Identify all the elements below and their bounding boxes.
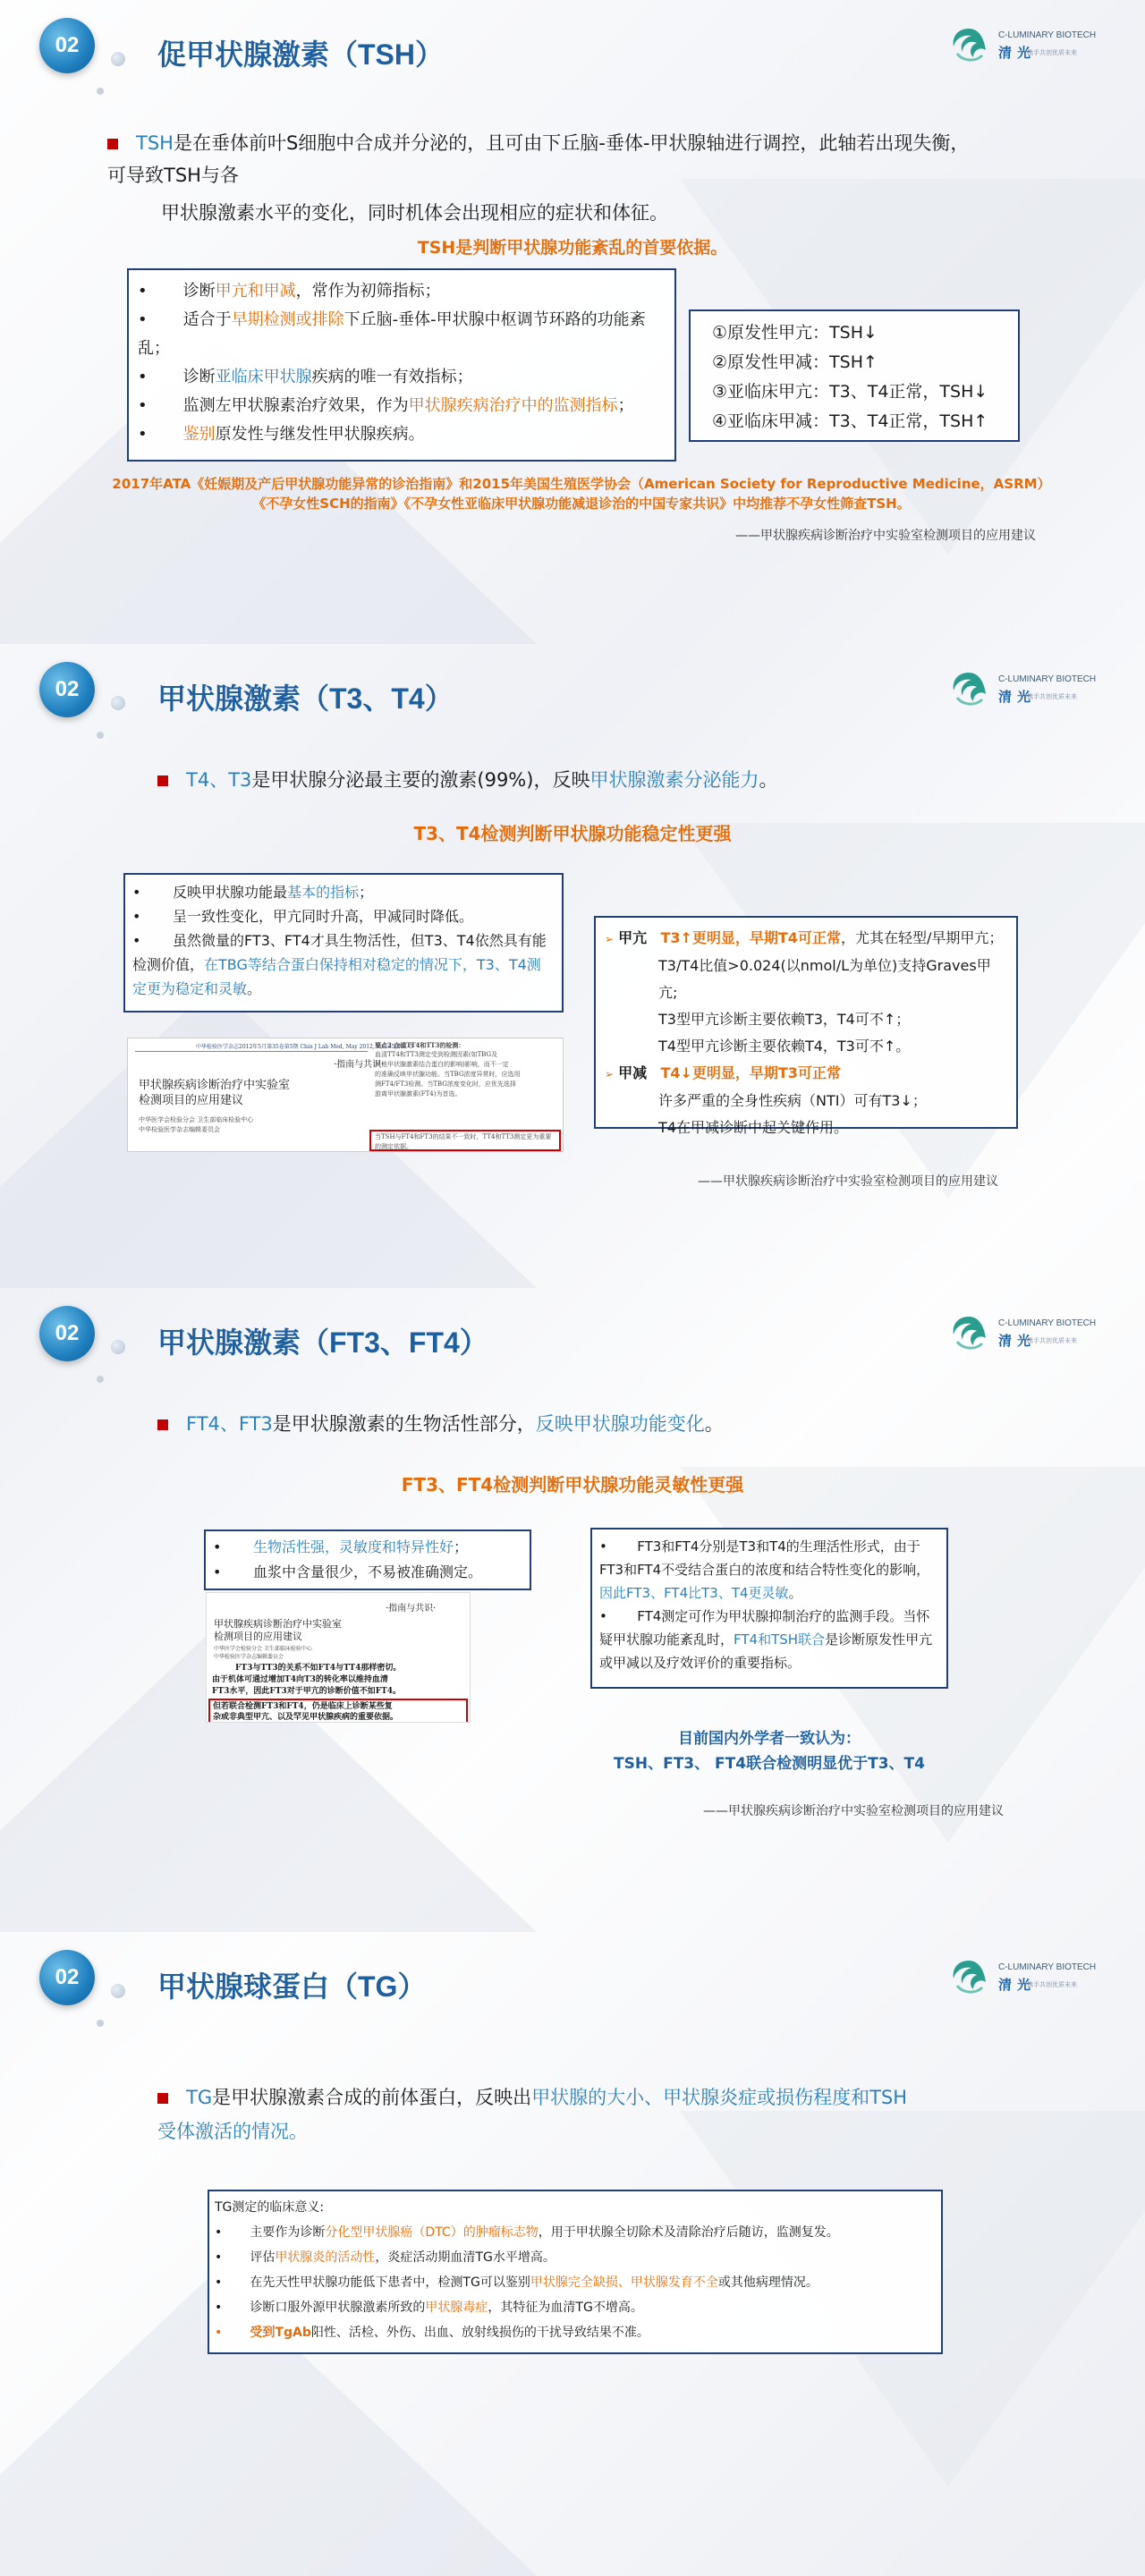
slide-t3-t4	[0, 644, 1145, 1288]
brand-logo: C-LUMINARY BIOTECH 清光 携手共创优质未来	[948, 1953, 1100, 2004]
intro-paragraph: FT4、FT3是甲状腺激素的生物活性部分，反映甲状腺功能变化。	[157, 1410, 724, 1436]
section-number-badge: 02	[39, 1306, 102, 1368]
red-bullet-icon	[157, 2093, 168, 2104]
t3-t4-features-box	[123, 873, 564, 1013]
brand-logo: C-LUMINARY BIOTECH 清光 携手共创优质未来	[948, 1309, 1100, 1360]
list-item: • 生物活性强，灵敏度和特异性好；	[213, 1538, 469, 1555]
slide-tsh	[0, 0, 1145, 644]
list-item: T3/T4比值>0.024(以nmol/L为单位)支持Graves甲亢;	[658, 957, 991, 1001]
highlight-box: 当TSH与FT4和FT3的结果不一致时，TT4和TT3测定更为重要的测定依据。	[369, 1130, 561, 1151]
logo-swirl-icon	[948, 669, 989, 710]
list-item: • FT4测定可作为甲状腺抑制治疗的监测手段。当怀疑甲状腺功能紊乱时，FT4和TSH联合是诊断原发性甲亢或甲减以及疗效评价的重要指标。	[599, 1608, 933, 1671]
intro-paragraph: TSH是在垂体前叶S细胞中合成并分泌的，且可由下丘脑-垂体-甲状腺轴进行调控，此轴若出现失衡， 可导致TSH与各	[107, 132, 970, 186]
source-citation: ——甲状腺疾病诊断治疗中实验室检测项目的应用建议	[735, 529, 1036, 543]
ft-sensitivity-box	[590, 1528, 948, 1689]
intro-paragraph: T4、T3是甲状腺分泌最主要的激素(99%)，反映甲状腺激素分泌能力。	[157, 766, 777, 792]
guideline-note: 2017年ATA《妊娠期及产后甲状腺功能异常的诊治指南》和2015年美国生殖医学协会（American Society for Reproductive Medicine，ASRM） 《不孕女性SCH的指南》《不孕女性亚临床甲状腺功能减退诊治的中国专家共识》中均推荐不孕女性筛查TSH。	[112, 476, 1051, 512]
diagnosis-line: ④亚临床甲减：T3、T4正常，TSH↑	[712, 411, 988, 431]
list-item: • 主要作为诊断分化型甲状腺癌（DTC）的肿瘤标志物，用于甲状腺全切除术及清除治疗后随访，监测复发。	[215, 2225, 839, 2240]
tsh-uses-box	[127, 268, 676, 462]
key-point-heading: T3、T4检测判断甲状腺功能稳定性更强	[413, 823, 732, 844]
list-item: 许多严重的全身性疾病（NTI）可有T3↓；	[658, 1092, 927, 1109]
list-item: T3型甲亢诊断主要依赖T3，T4可不↑；	[658, 1011, 911, 1028]
list-item: • 评估甲状腺炎的活动性，炎症活动期血清TG水平增高。	[215, 2250, 556, 2265]
box-title: TG测定的临床意义:	[215, 2200, 325, 2215]
slide-ft3-ft4	[0, 1288, 1145, 1932]
consensus-note: 目前国内外学者一致认为： TSH、FT3、 FT4联合检测明显优于T3、T4	[614, 1730, 925, 1773]
intro-paragraph: TG是甲状腺激素合成的前体蛋白，反映出甲状腺的大小、甲状腺炎症或损伤程度和TSH 受体激活的情况。	[157, 2087, 908, 2142]
tsh-diagnosis-box	[689, 309, 1020, 442]
red-bullet-icon	[107, 139, 118, 149]
slide-tg	[0, 1932, 1145, 2576]
intro-continued: 甲状腺激素水平的变化，同时机体会出现相应的症状和体征。	[161, 202, 668, 224]
logo-swirl-icon	[948, 1957, 989, 1998]
diagnosis-line: ②原发性甲减：TSH↑	[712, 352, 878, 372]
list-item: • 诊断亚临床甲状腺疾病的唯一有效指标；	[138, 368, 473, 386]
slide-title: 甲状腺球蛋白（TG）	[157, 1970, 427, 2003]
brand-logo: C-LUMINARY BIOTECH 清光 携手共创优质未来	[948, 665, 1100, 716]
section-number-badge: 02	[39, 662, 102, 724]
list-item: • 虽然微量的FT3、FT4才具生物活性，但T3、T4依然具有能检测价值，在TBG等结合蛋白保持相对稳定的情况下，T3、T4测定更为稳定和灵敏。	[132, 932, 547, 997]
list-item: • 呈一致性变化，甲亢同时升高，甲减同时降低。	[132, 908, 474, 925]
list-item: T4型甲亢诊断主要依赖T4，T3可不↑。	[658, 1038, 911, 1055]
list-item: • 监测左甲状腺素治疗效果，作为甲状腺疾病治疗中的监测指标；	[138, 396, 634, 415]
key-point-heading: TSH是判断甲状腺功能紊乱的首要依据。	[417, 238, 728, 258]
list-item: • 诊断甲亢和甲减，常作为初筛指标；	[138, 282, 441, 301]
list-item: • FT3和FT4分别是T3和T4的生理活性形式，由于FT3和FT4不受结合蛋白的浓度和结合特性变化的影响，因此FT3、FT4比T3、T4更灵敏。	[599, 1538, 930, 1601]
section-number-badge: 02	[39, 18, 102, 80]
diagnosis-line: ③亚临床甲亢：T3、T4正常，TSH↓	[712, 382, 988, 402]
section-number-badge: 02	[39, 1950, 102, 2012]
list-item: • 鉴别原发性与继发性甲状腺疾病。	[138, 425, 425, 444]
slide-title: 促甲状腺激素（TSH）	[157, 38, 445, 71]
slide-title: 甲状腺激素（T3、T4）	[157, 682, 454, 715]
source-citation: ——甲状腺疾病诊断治疗中实验室检测项目的应用建议	[698, 1174, 998, 1189]
hypothyroid-line: ➢ 甲减 T4↓更明显，早期T3可正常	[605, 1064, 841, 1081]
key-point-heading: FT3、FT4检测判断甲状腺功能灵敏性更强	[401, 1474, 744, 1496]
list-item: • 反映甲状腺功能最基本的指标；	[132, 884, 374, 901]
brand-logo: C-LUMINARY BIOTECH 清光 携手共创优质未来	[948, 21, 1100, 72]
ft-features-box	[204, 1530, 531, 1590]
tg-clinical-box	[208, 2190, 943, 2354]
list-item: • 诊断口服外源甲状腺激素所致的甲状腺毒症，其特征为血清TG不增高。	[215, 2301, 643, 2315]
logo-swirl-icon	[948, 1313, 989, 1354]
slide-title: 甲状腺激素（FT3、FT4）	[157, 1326, 488, 1359]
red-bullet-icon	[157, 775, 168, 786]
guideline-document-image: 中华检验医学杂志2012年5月第35卷第5期 Chin J Lab Med, May 2012, Vol. 35, No. 5 ·指南与共识· 甲状腺疾病诊断治疗中实验室 检测项目的应用建议 中华医学会检验分会 卫生部临床检验中心 中华检验医学杂志编辑委员会 要点2 血清TT4和TT3的检测： 血清TT4和TT3测定受到检测因素(如TBG及 其他甲状腺激素结合蛋白的影响)影响，而不一定 的准确反映甲状腺功能。当TBG浓度异常时，应选用 测FT4/FT3检测。当TBG浓度变化时，应优先选择 游离甲状腺激素(FT4)为首选。 当TSH与FT4和FT3的结果不一致时，TT4和TT3测定更为重要的测定依据。	[127, 1038, 564, 1152]
list-item: • 适合于早期检测或排除下丘脑-垂体-甲状腺中枢调节环路的功能紊乱；	[138, 310, 646, 358]
diagnosis-line: ①原发性甲亢：TSH↓	[712, 323, 878, 343]
list-item: • 在先天性甲状腺功能低下患者中，检测TG可以鉴别甲状腺完全缺损、甲状腺发育不全或其他病理情况。	[215, 2275, 818, 2290]
list-item: • 受到TgAb阳性、活检、外伤、出血、放射线损伤的干扰导致结果不准。	[215, 2326, 649, 2340]
hyperthyroid-line: ➢ 甲亢 T3↑更明显，早期T4可正常，尤其在轻型/早期甲亢；	[605, 929, 1004, 946]
guideline-document-image: ·指南与共识· 甲状腺疾病诊断治疗中实验室 检测项目的应用建议 中华医学会检验分会 卫生部临床检验中心 中华检验医学杂志编辑委员会 FT3与TT3的关系不如FT4与TT4那样密切。 由于机体可通过增加T4向T3的转化率以维持血清 FT3水平，因此FT3对于甲亢的诊断价值不如FT4。 但若联合检测FT3和FT4，仍是临床上诊断某些复 杂或非典型甲亢、以及罕见甲状腺疾病的重要依据。	[206, 1592, 471, 1723]
red-bullet-icon	[157, 1419, 168, 1430]
source-citation: ——甲状腺疾病诊断治疗中实验室检测项目的应用建议	[703, 1804, 1004, 1818]
highlight-box: 但若联合检测FT3和FT4，仍是临床上诊断某些复 杂或非典型甲亢、以及罕见甲状腺疾病的重要依据。	[208, 1699, 468, 1723]
hyper-hypo-box	[594, 916, 1018, 1136]
list-item: • 血浆中含量很少，不易被准确测定。	[213, 1563, 483, 1580]
logo-swirl-icon	[948, 25, 989, 66]
list-item: T4在甲减诊断中起关键作用。	[658, 1119, 848, 1136]
